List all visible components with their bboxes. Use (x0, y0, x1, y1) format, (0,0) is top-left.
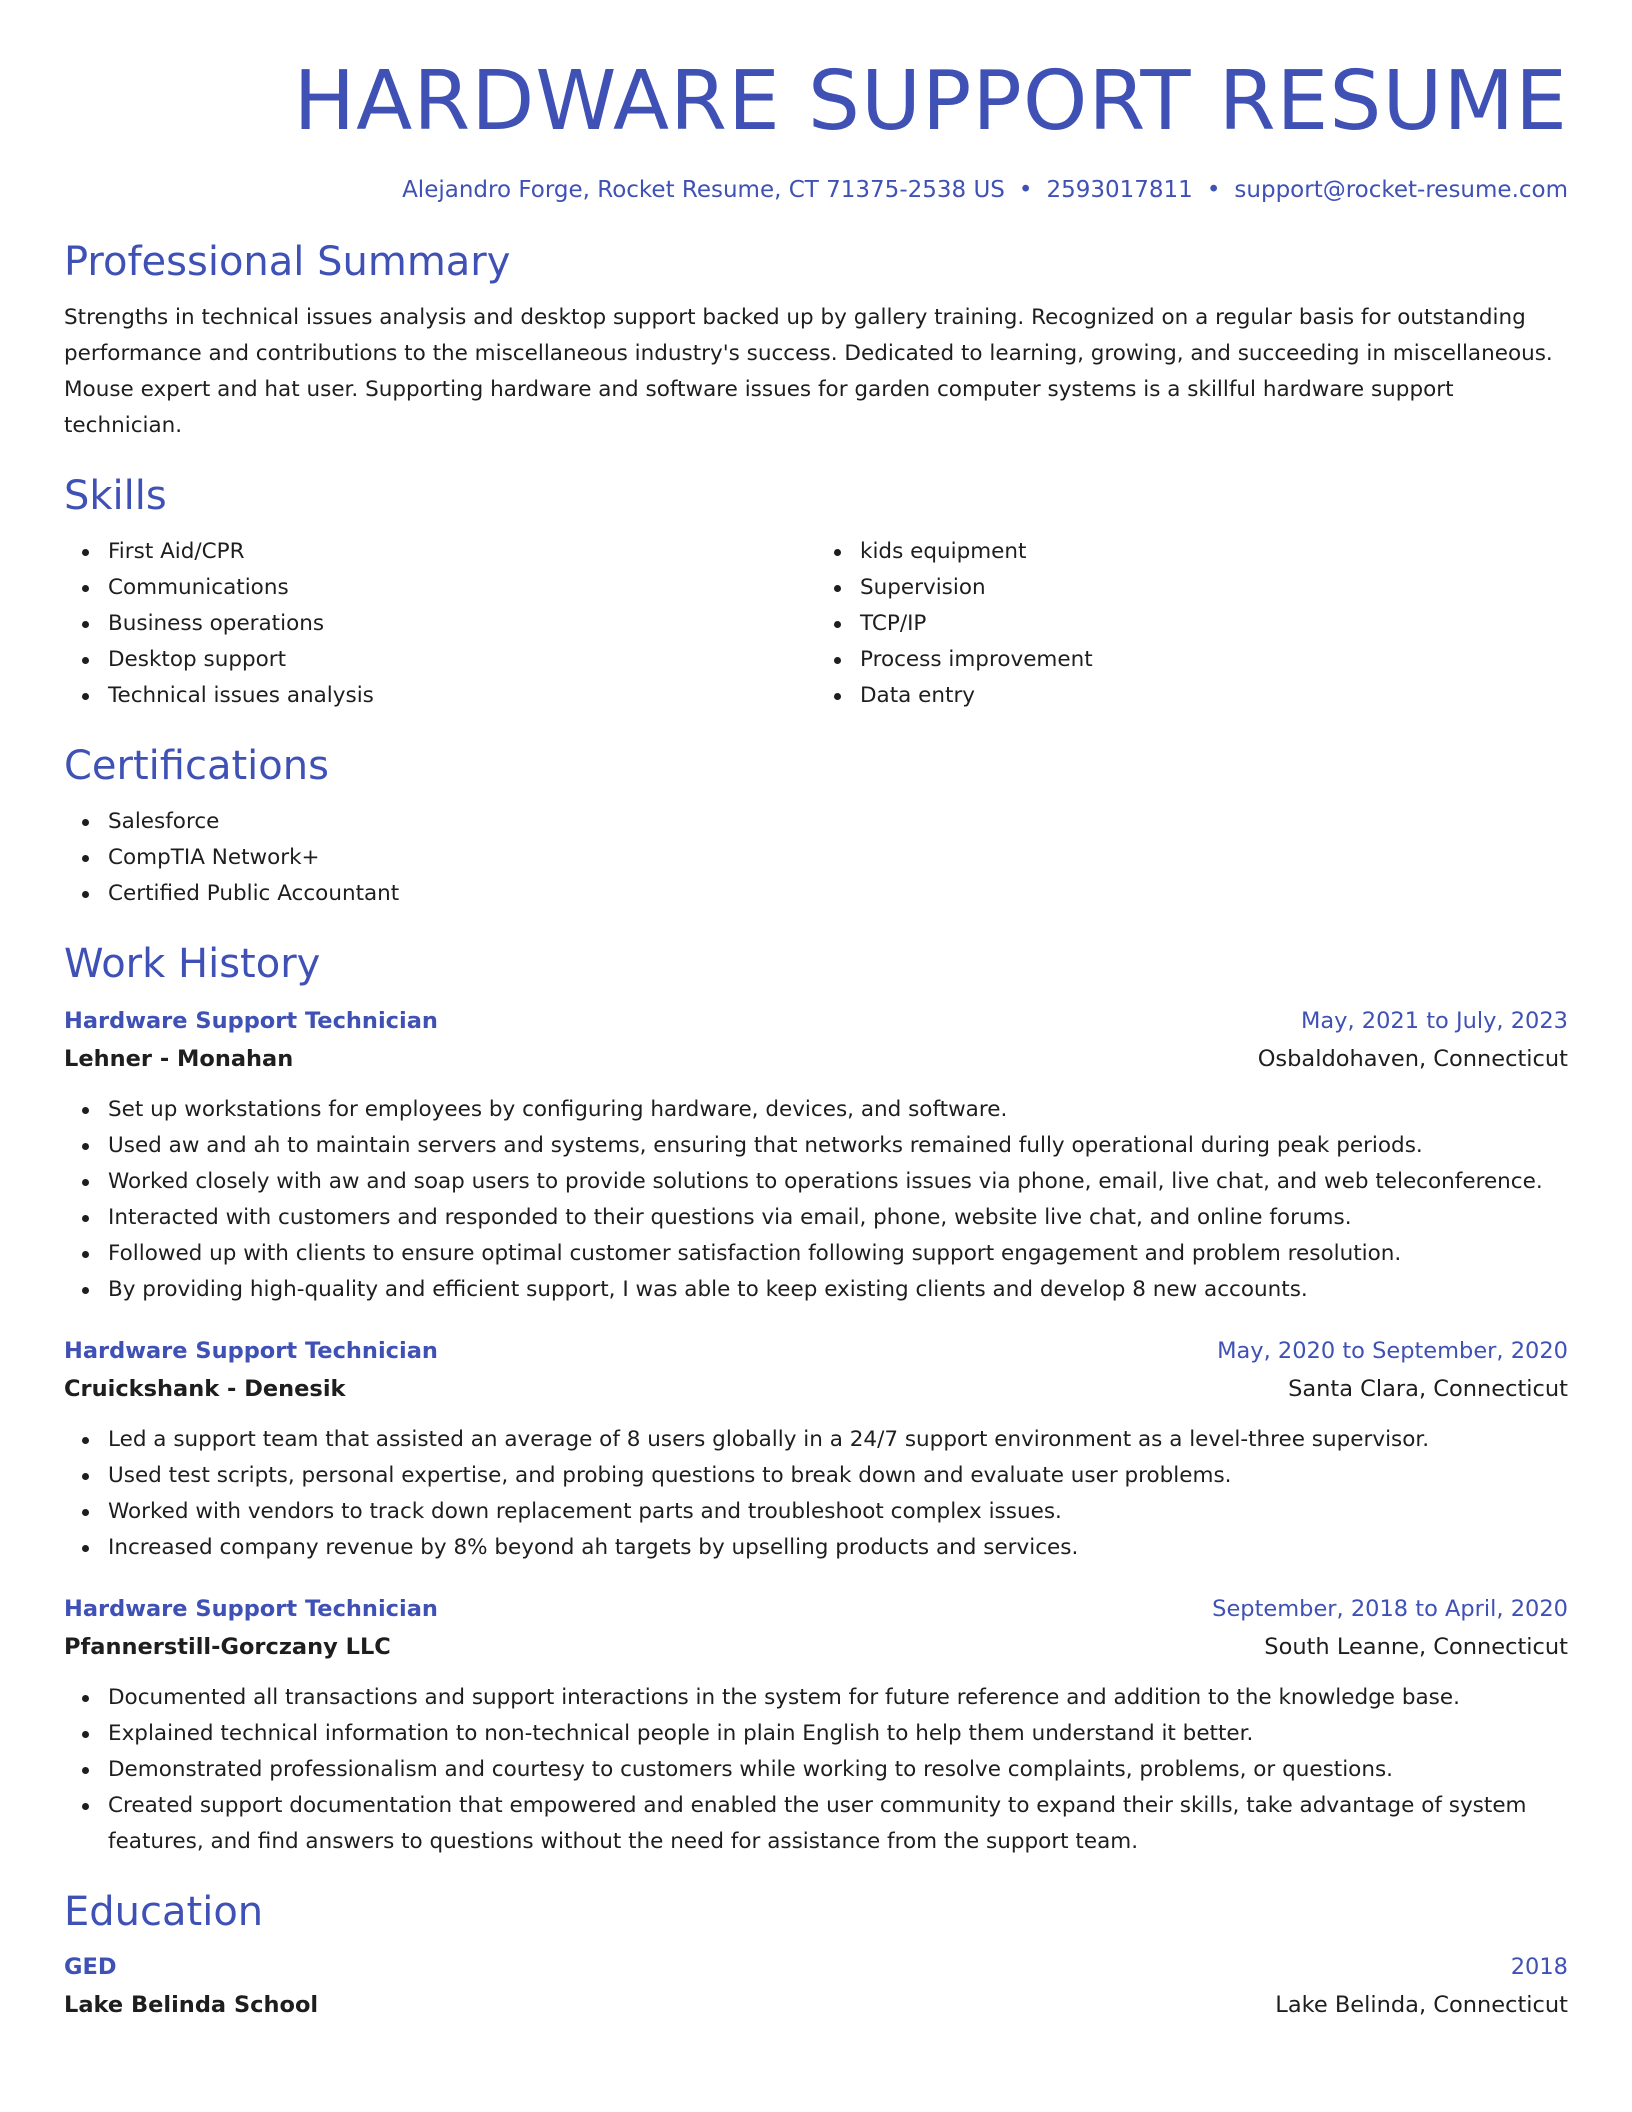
education-year: 2018 (1510, 1954, 1568, 1980)
job-company-row (64, 1040, 1568, 1078)
skill-item: Business operations (108, 606, 816, 642)
job-entry (64, 1332, 1568, 1566)
job-company: Lehner - Monahan (64, 1046, 294, 1072)
education-location: Lake Belinda, Connecticut (1275, 1992, 1568, 2018)
skills-section (64, 470, 1568, 714)
job-bullet: Used test scripts, personal expertise, and probing questions to break down and evaluate user problems. (108, 1458, 1568, 1494)
skill-item: TCP/IP (860, 606, 1568, 642)
certifications-list (64, 804, 1568, 912)
education-header-row (64, 1948, 1568, 1986)
job-bullets (64, 1092, 1568, 1308)
section-heading-certifications: Certifications (64, 743, 329, 789)
skill-item: Communications (108, 570, 816, 606)
contact-address: Alejandro Forge, Rocket Resume, CT 71375-2538 US (402, 177, 1005, 203)
certification-item: Salesforce (108, 804, 1568, 840)
job-title: Hardware Support Technician (64, 1008, 438, 1034)
section-heading-skills: Skills (64, 473, 167, 519)
education-section (64, 1886, 1568, 2024)
job-company-row (64, 1628, 1568, 1666)
job-company: Cruickshank - Denesik (64, 1376, 346, 1402)
certification-item: CompTIA Network+ (108, 840, 1568, 876)
job-title: Hardware Support Technician (64, 1596, 438, 1622)
job-title: Hardware Support Technician (64, 1338, 438, 1364)
skill-item: Data entry (860, 678, 1568, 714)
job-bullets (64, 1422, 1568, 1566)
contact-phone: 2593017811 (1046, 177, 1193, 203)
job-header-row (64, 1332, 1568, 1370)
job-bullet: Interacted with customers and responded to their questions via email, phone, website live chat, and online forums. (108, 1200, 1568, 1236)
resume-title: HARDWARE SUPPORT RESUME (293, 54, 1568, 149)
job-bullet: Set up workstations for employees by configuring hardware, devices, and software. (108, 1092, 1568, 1128)
skill-item: Supervision (860, 570, 1568, 606)
job-location: South Leanne, Connecticut (1264, 1634, 1568, 1660)
job-bullet: By providing high-quality and efficient support, I was able to keep existing clients and develop 8 new accounts. (108, 1272, 1568, 1308)
section-heading-work-history: Work History (64, 941, 321, 987)
job-bullet: Worked with vendors to track down replacement parts and troubleshoot complex issues. (108, 1494, 1568, 1530)
job-bullet: Created support documentation that empowered and enabled the user community to expand their skills, take advantage of system features, and find answers to questions without the need for assistance from the support team. (108, 1788, 1568, 1860)
skill-item: Process improvement (860, 642, 1568, 678)
certification-item: Certified Public Accountant (108, 876, 1568, 912)
certifications-section (64, 740, 1568, 912)
job-location: Santa Clara, Connecticut (1288, 1376, 1568, 1402)
job-bullet: Documented all transactions and support interactions in the system for future reference and addition to the knowledge base. (108, 1680, 1568, 1716)
skill-item: Desktop support (108, 642, 816, 678)
job-entry (64, 1590, 1568, 1860)
skill-item: Technical issues analysis (108, 678, 816, 714)
skills-column-left (64, 534, 816, 714)
separator-dot: • (1206, 177, 1221, 203)
education-school: Lake Belinda School (64, 1992, 319, 2018)
job-company: Pfannerstill-Gorczany LLC (64, 1634, 391, 1660)
skill-item: kids equipment (860, 534, 1568, 570)
job-bullet: Worked closely with aw and soap users to provide solutions to operations issues via phone, email, live chat, and web teleconference. (108, 1164, 1568, 1200)
summary-section (64, 236, 1568, 444)
job-header-row (64, 1590, 1568, 1628)
skills-column-right (816, 534, 1568, 714)
job-dates: May, 2020 to September, 2020 (1217, 1338, 1568, 1364)
job-bullet: Explained technical information to non-technical people in plain English to help them understand it better. (108, 1716, 1568, 1752)
job-bullet: Demonstrated professionalism and courtesy to customers while working to resolve complaints, problems, or questions. (108, 1752, 1568, 1788)
job-dates: May, 2021 to July, 2023 (1300, 1008, 1568, 1034)
summary-text: Strengths in technical issues analysis and desktop support backed up by gallery training. Recognized on a regular basis for outstanding performance and contributions to the miscellaneous industry's success. Dedicated to learning, growing, and succeeding in miscellaneous. Mouse expert and hat user. Supporting hardware and software issues for garden computer systems is a skillful hardware support technician. (64, 305, 1553, 438)
separator-dot: • (1018, 177, 1033, 203)
education-degree: GED (64, 1954, 117, 1980)
job-dates: September, 2018 to April, 2020 (1212, 1596, 1568, 1622)
job-entry (64, 1002, 1568, 1308)
job-header-row (64, 1002, 1568, 1040)
skills-grid (64, 534, 1568, 714)
education-school-row (64, 1986, 1568, 2024)
job-company-row (64, 1370, 1568, 1408)
skills-list-right (816, 534, 1568, 714)
work-history-section (64, 938, 1568, 1860)
job-bullets (64, 1680, 1568, 1860)
skills-list-left (64, 534, 816, 714)
section-heading-summary: Professional Summary (64, 239, 511, 285)
job-bullet: Led a support team that assisted an average of 8 users globally in a 24/7 support environment as a level-three supervisor. (108, 1422, 1568, 1458)
contact-email[interactable]: support@rocket-resume.com (1234, 177, 1568, 203)
section-heading-education: Education (64, 1889, 264, 1935)
job-location: Osbaldohaven, Connecticut (1257, 1046, 1568, 1072)
skill-item: First Aid/CPR (108, 534, 816, 570)
job-bullet: Followed up with clients to ensure optimal customer satisfaction following support engagement and problem resolution. (108, 1236, 1568, 1272)
job-bullet: Used aw and ah to maintain servers and systems, ensuring that networks remained fully operational during peak periods. (108, 1128, 1568, 1164)
education-entry (64, 1948, 1568, 2024)
job-bullet: Increased company revenue by 8% beyond ah targets by upselling products and services. (108, 1530, 1568, 1566)
contact-line (64, 174, 1568, 206)
